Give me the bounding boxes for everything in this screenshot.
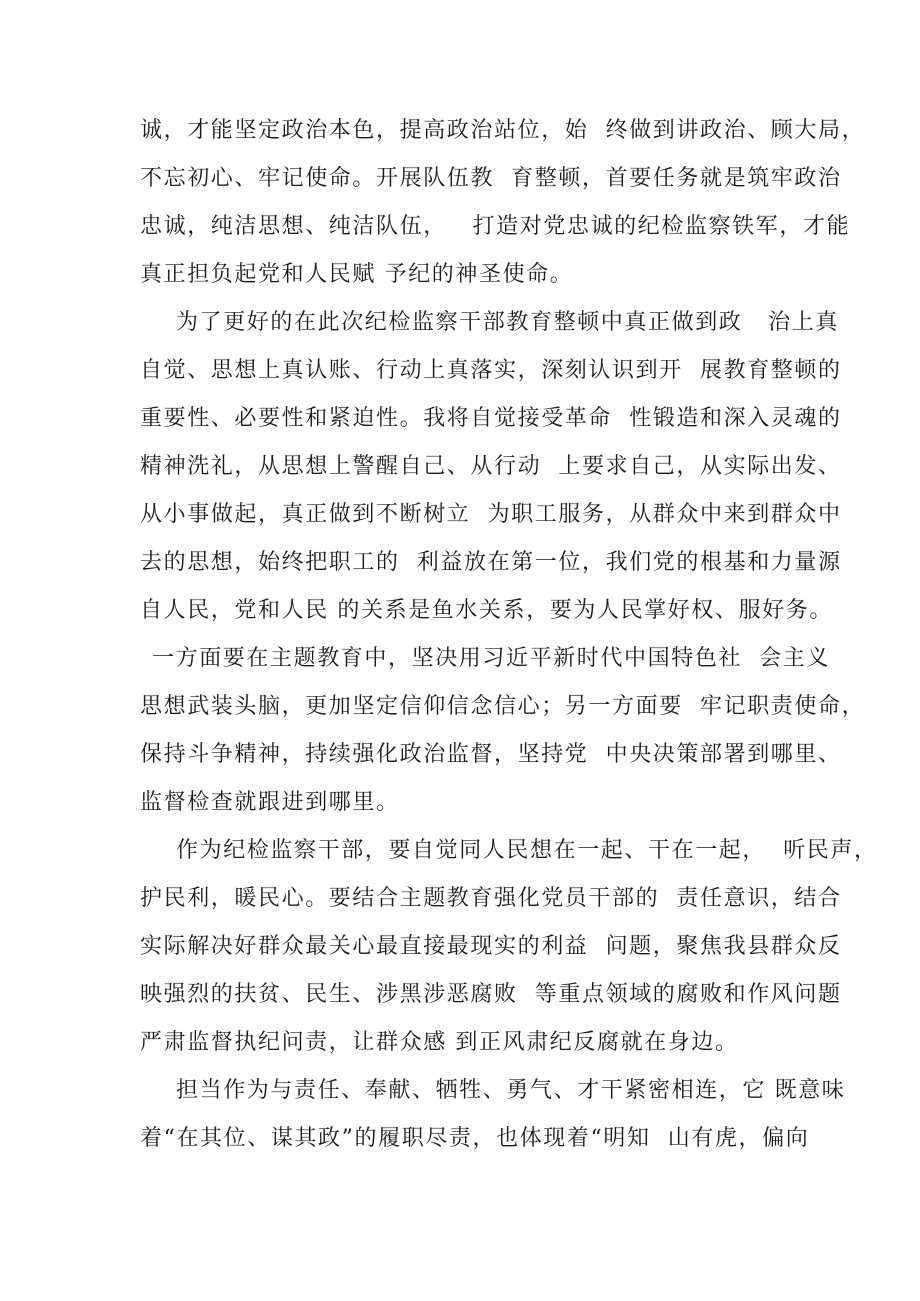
text-line: 自觉、思想上真认账、行动上真落实，深刻认识到开 展教育整顿的 <box>140 358 842 383</box>
text-line: 诚，才能坚定政治本色，提高政治站位，始 终做到讲政治、顾大局， <box>140 118 866 143</box>
text-line: 映强烈的扶贫、民生、涉黑涉恶腐败 等重点领域的腐败和作风问题 <box>140 982 842 1007</box>
text-line: 着“在其位、谋其政”的履职尽责，也体现着“明知 山有虎，偏向 <box>140 1126 810 1151</box>
text-line: 真正担负起党和人民赋 予纪的神圣使命。 <box>140 262 574 287</box>
text-line: 一方面要在主题教育中，坚决用习近平新时代中国特色社 会主义 <box>152 646 830 671</box>
text-line: 思想武装头脑，更加坚定信仰信念信心；另一方面要 牢记职责使命， <box>140 694 866 719</box>
text-line: 不忘初心、牢记使命。开展队伍教 育整顿，首要任务就是筑牢政治 <box>140 166 842 191</box>
text-line: 保持斗争精神，持续强化政治监督，坚持党 中央决策部署到哪里、 <box>140 742 842 767</box>
text-line: 作为纪检监察干部，要自觉同人民想在一起、干在一起， 听民声， <box>176 838 878 863</box>
text-line: 实际解决好群众最关心最直接最现实的利益 问题，聚焦我县群众反 <box>140 934 842 959</box>
text-line: 监督检查就跟进到哪里。 <box>140 790 400 815</box>
text-line: 忠诚，纯洁思想、纯洁队伍， 打造对党忠诚的纪检监察铁军，才能 <box>140 214 851 239</box>
text-line: 自人民，党和人民 的关系是鱼水关系，要为人民掌好权、服好务。 <box>140 598 833 623</box>
text-line: 从小事做起，真正做到不断树立 为职工服务，从群众中来到群众中 <box>140 502 842 527</box>
text-line: 去的思想，始终把职工的 利益放在第一位，我们党的根基和力量源 <box>140 550 842 575</box>
text-line: 为了更好的在此次纪检监察干部教育整顿中真正做到政 治上真 <box>176 310 839 335</box>
text-line: 严肃监督执纪问责，让群众感 到正风肃纪反腐就在身边。 <box>140 1030 739 1055</box>
text-line: 精神洗礼，从思想上警醒自己、从行动 上要求自己，从实际出发、 <box>140 454 842 479</box>
text-line: 护民利，暖民心。要结合主题教育强化党员干部的 责任意识，结合 <box>140 886 842 911</box>
text-line: 担当作为与责任、奉献、牺牲、勇气、才干紧密相连，它 既意味 <box>176 1078 846 1103</box>
text-line: 重要性、必要性和紧迫性。我将自觉接受革命 性锻造和深入灵魂的 <box>140 406 842 431</box>
